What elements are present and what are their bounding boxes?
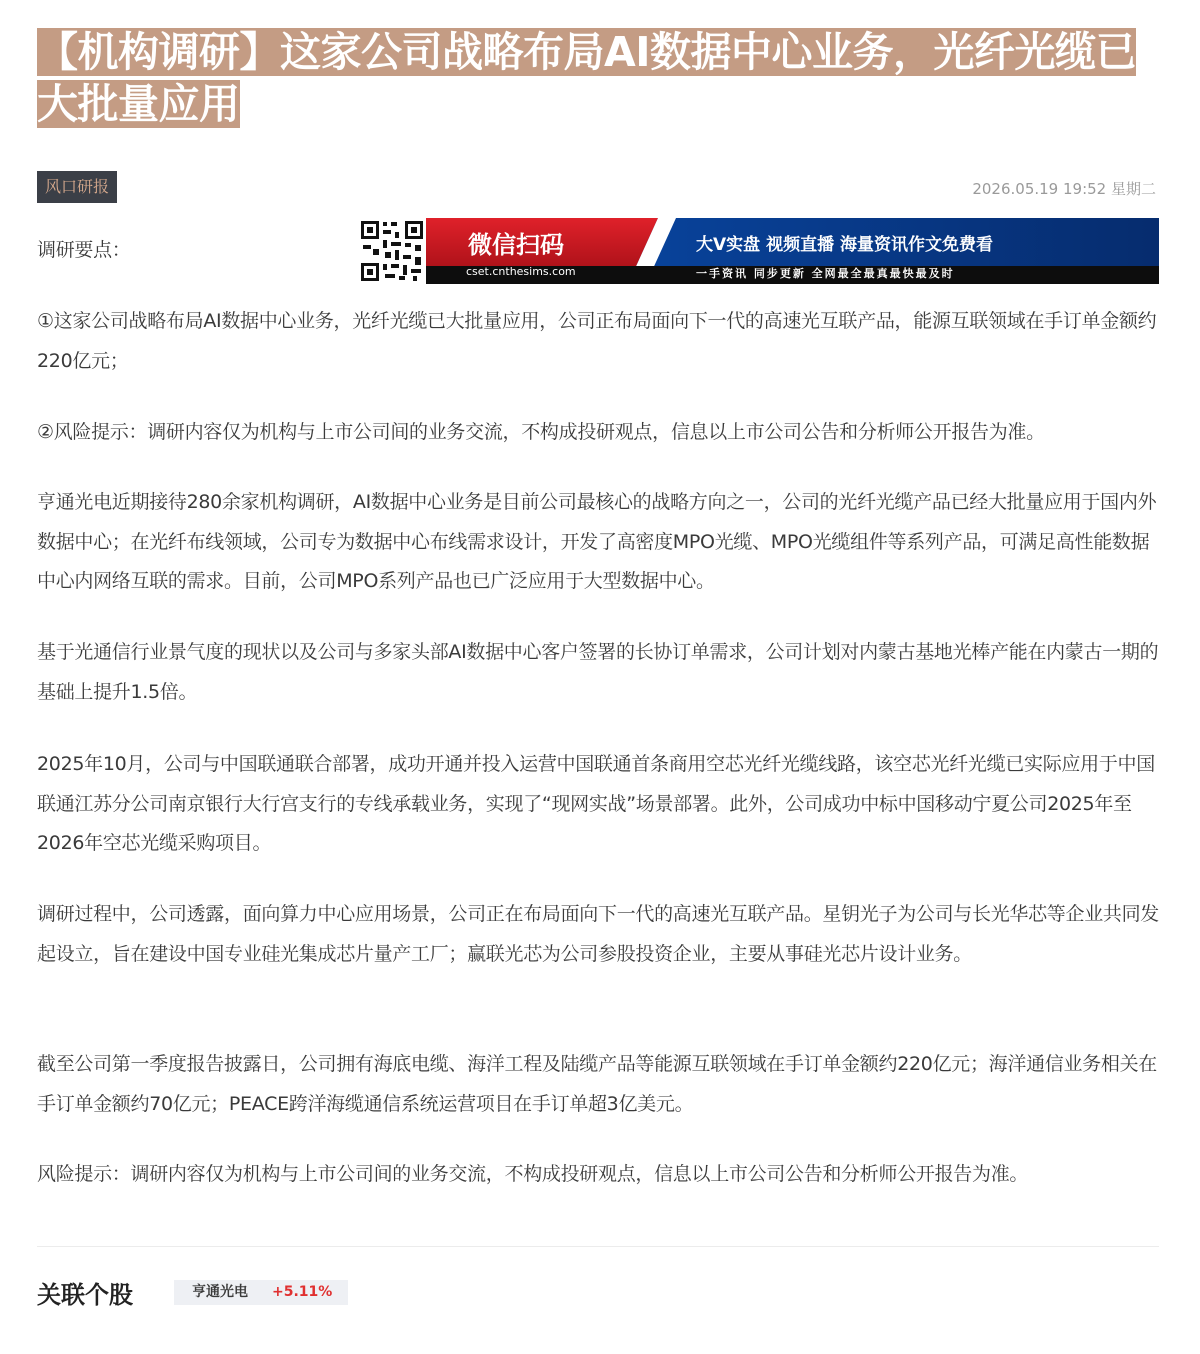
banner-promo-text: 大V实盘 视频直播 海量资讯作文免费看	[696, 235, 993, 255]
related-stocks-heading: 关联个股	[37, 1281, 133, 1309]
paragraph-3: 亨通光电近期接待280余家机构调研，AI数据中心业务是目前公司最核心的战略方向之一，公司的光纤光缆产品已经大批量应用于国内外数据中心；在光纤布线领域，公司专为数据中心布线需求设计，开发了高密度MPO光缆、MPO光缆组件等系列产品，可满足高性能数据中心内网络互联的需求。目前，公司MPO系列产品也已广泛应用于大型数据中心。	[37, 491, 1157, 592]
related-stock-chip[interactable]	[174, 1280, 348, 1305]
stock-change: +5.11%	[272, 1284, 333, 1300]
stock-name: 亨通光电	[192, 1284, 248, 1300]
paragraph-6: 调研过程中，公司透露，面向算力中心应用场景，公司正在布局面向下一代的高速光互联产品。星钥光子为公司与长光华芯等企业共同发起设立，旨在建设中国专业硅光集成芯片量产工厂；赢联光芯为公司参股投资企业，主要从事硅光芯片设计业务。	[37, 903, 1160, 965]
article-title-text: 【机构调研】这家公司战略布局AI数据中心业务，光纤光缆已大批量应用	[37, 28, 1136, 128]
banner-url: cset.cnthesims.com	[466, 265, 576, 278]
paragraph-5: 2025年10月，公司与中国联通联合部署，成功开通并投入运营中国联通首条商用空芯光纤光缆线路，该空芯光纤光缆已实际应用于中国联通江苏分公司南京银行大行宫支行的专线承载业务，实现了“现网实战”场景部署。此外，公司成功中标中国移动宁夏公司2025年至2026年空芯光缆采购项目。	[37, 753, 1155, 854]
paragraph-1: ①这家公司战略布局AI数据中心业务，光纤光缆已大批量应用，公司正布局面向下一代的高速光互联产品，能源互联领域在手订单金额约220亿元；	[37, 310, 1157, 372]
promo-banner[interactable]	[358, 218, 1159, 284]
paragraph-4: 基于光通信行业景气度的现状以及公司与多家头部AI数据中心客户签署的长协订单需求，公司计划对内蒙古基地光棒产能在内蒙古一期的基础上提升1.5倍。	[37, 641, 1159, 703]
banner-main-text: 微信扫码	[468, 231, 564, 259]
paragraph-2: ②风险提示：调研内容仅为机构与上市公司间的业务交流，不构成投研观点，信息以上市公司公告和分析师公开报告为准。	[37, 421, 1045, 443]
publish-datetime: 2026.05.19 19:52 星期二	[972, 180, 1156, 198]
paragraph-7: 截至公司第一季度报告披露日，公司拥有海底电缆、海洋工程及陆缆产品等能源互联领域在手订单金额约220亿元；海洋通信业务相关在手订单金额约70亿元；PEACE跨洋海缆通信系统运营项目在手订单超3亿美元。	[37, 1053, 1157, 1115]
qr-code-icon[interactable]	[358, 218, 426, 284]
category-tag[interactable]: 风口研报	[37, 171, 117, 203]
summary-heading: 调研要点：	[37, 239, 131, 261]
banner-tagline: 一手资讯 同步更新 全网最全最真最快最及时	[696, 267, 955, 280]
paragraph-8: 风险提示：调研内容仅为机构与上市公司间的业务交流，不构成投研观点，信息以上市公司公告和分析师公开报告为准。	[37, 1163, 1029, 1185]
article-title	[37, 26, 1161, 130]
section-divider	[37, 1246, 1159, 1247]
